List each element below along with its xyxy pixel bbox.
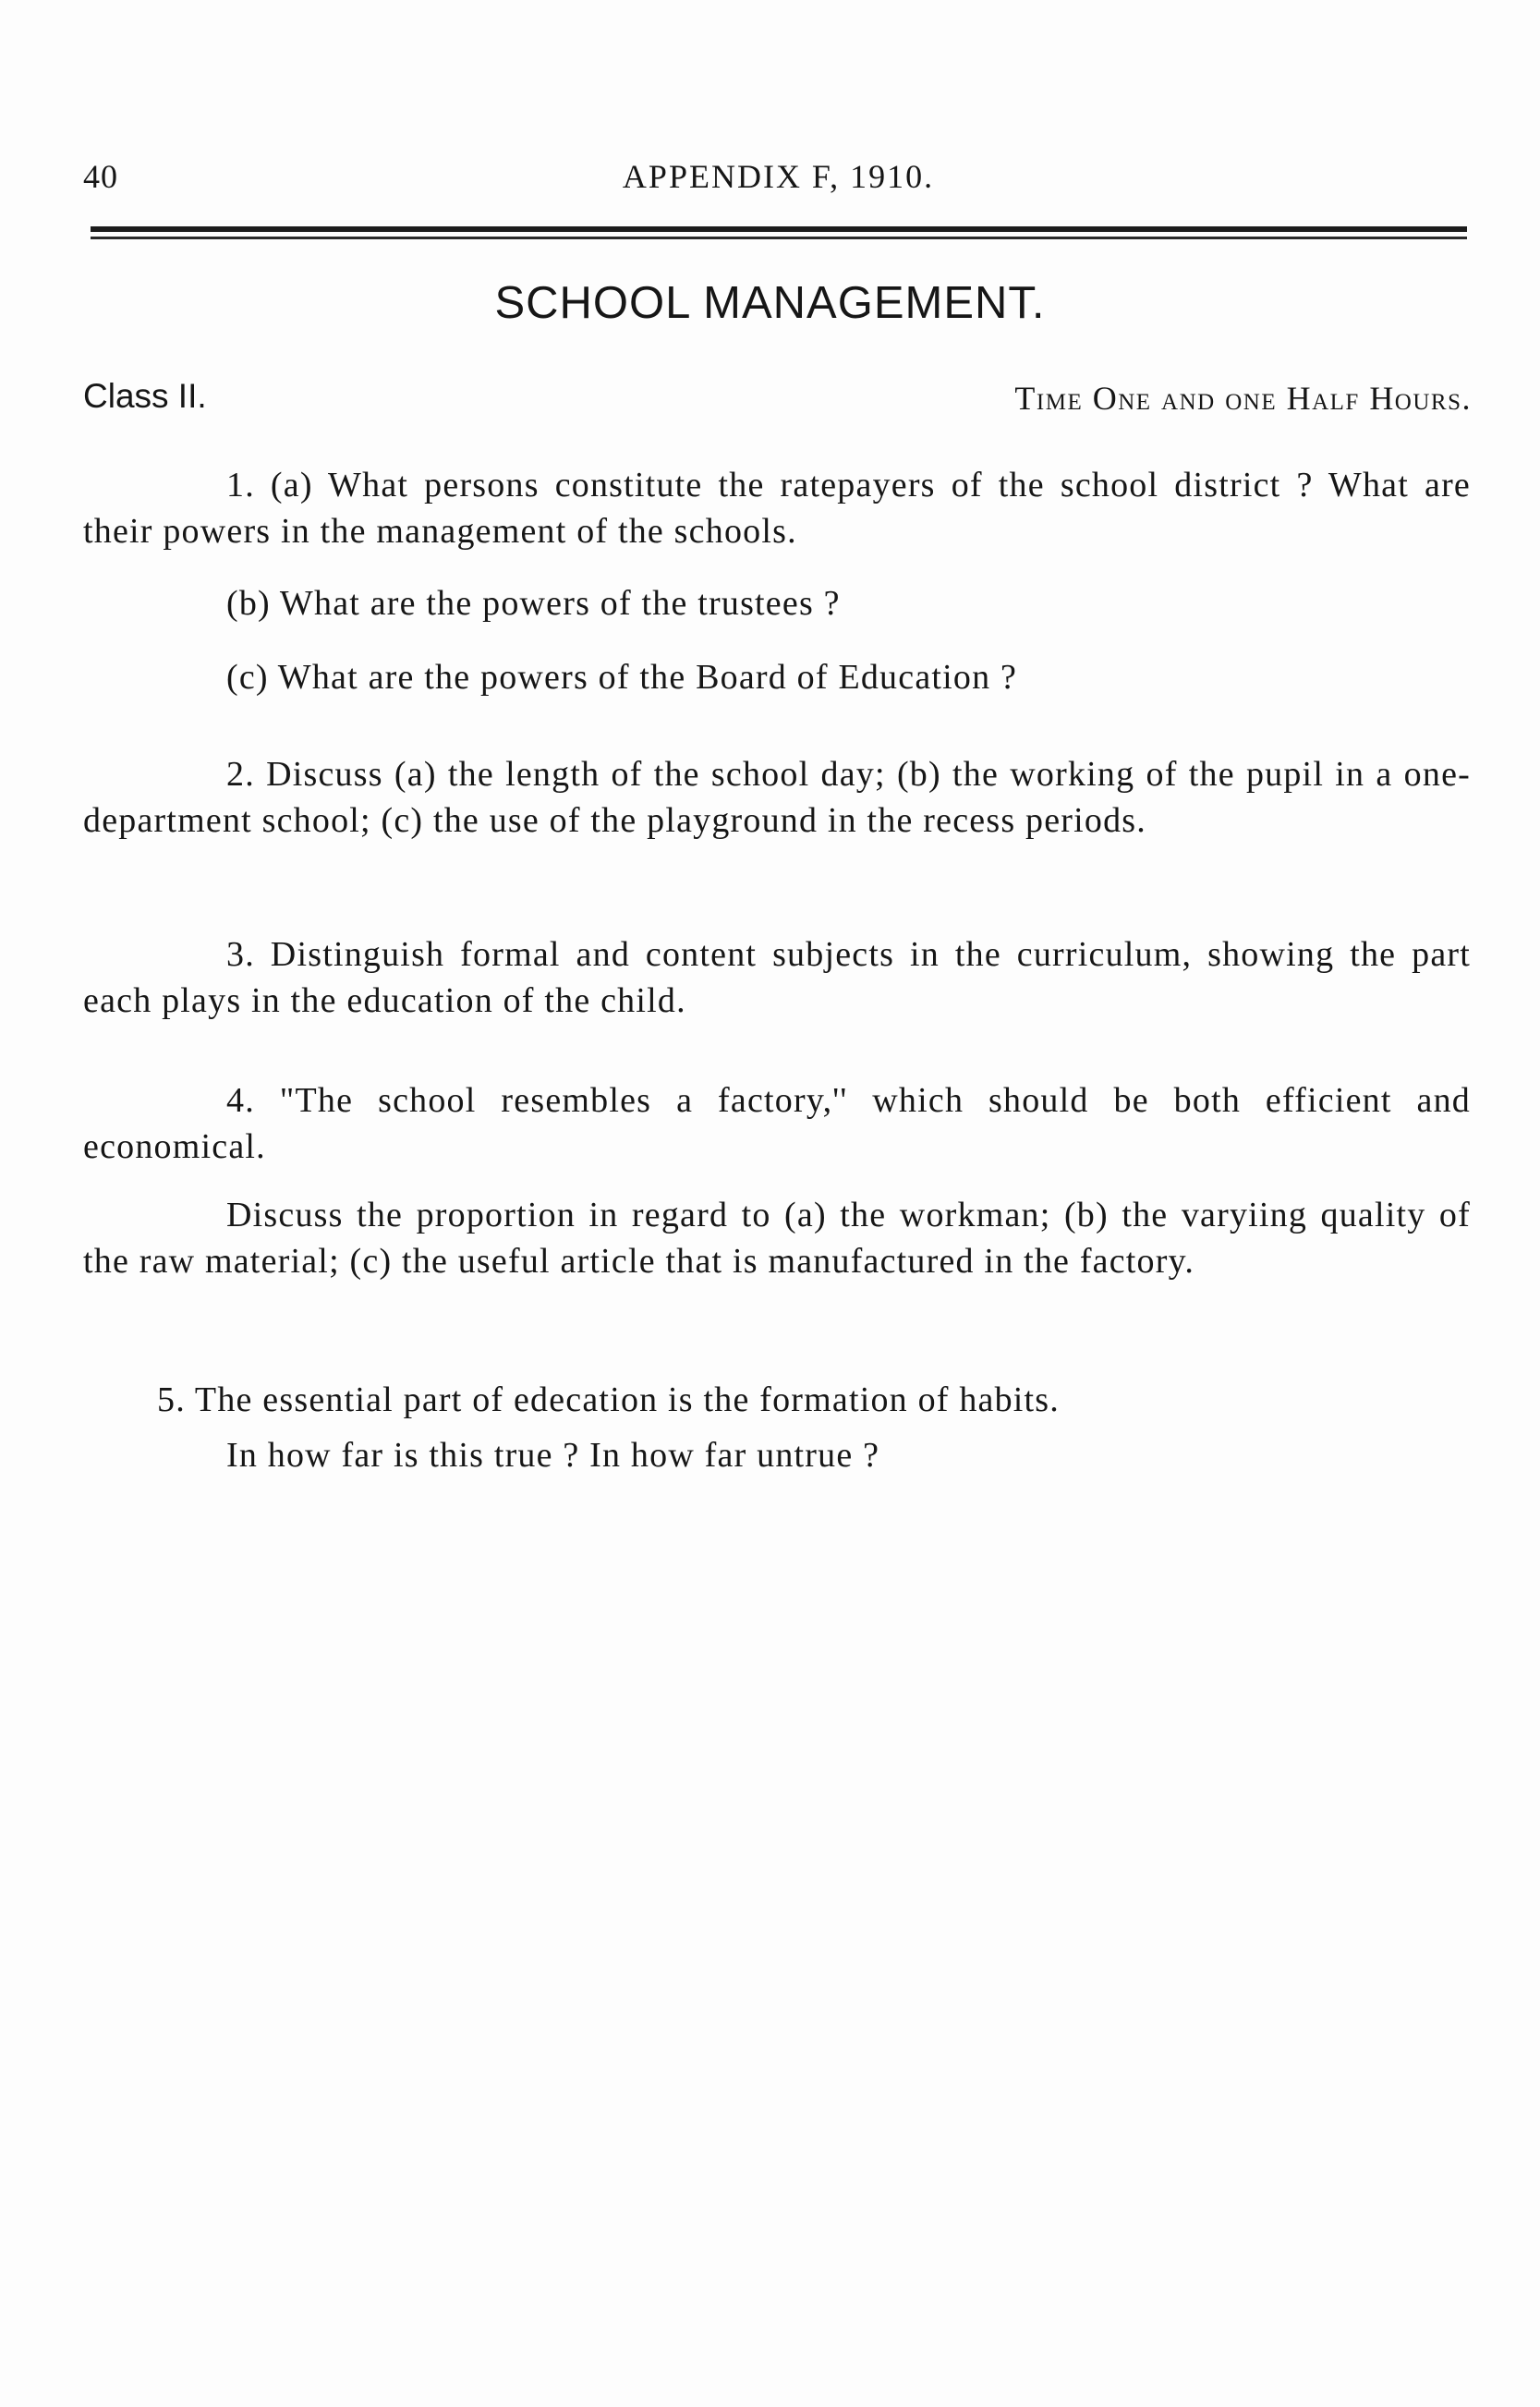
header-rule-thick: [91, 226, 1467, 232]
question-4: 4. "The school resembles a factory,'' which should be both efficient and economical.: [83, 1081, 1471, 1166]
running-title: APPENDIX F, 1910.: [622, 158, 935, 195]
page-header: [83, 157, 1473, 203]
page-number: 40: [83, 158, 118, 195]
header-rule-thin: [91, 237, 1467, 239]
question-3: 3. Distinguish formal and content subjects in the curriculum, showing the part each plays in the education of the child.: [83, 935, 1471, 1020]
question-1b: (b) What are the powers of the trustees ?: [226, 584, 841, 623]
question-5: 5. The essential part of edecation is the formation of habits.: [157, 1380, 1060, 1419]
question-4-discussion: Discuss the proportion in regard to (a) the workman; (b) the varyiing quality of the raw material; (c) the useful article that is manufactured in the factory.: [83, 1196, 1471, 1281]
question-5-followup: In how far is this true ? In how far untrue ?: [226, 1436, 880, 1475]
question-2: 2. Discuss (a) the length of the school day; (b) the working of the pupil in a one-department school; (c) the use of the playground in the recess periods.: [83, 755, 1471, 840]
time-label: Time One and one Half Hours.: [1014, 380, 1472, 417]
question-1a: 1. (a) What persons constitute the ratepayers of the school district ? What are their powers in the management of the schools.: [83, 466, 1471, 551]
question-1c: (c) What are the powers of the Board of Education ?: [226, 658, 1018, 697]
class-label: Class II.: [83, 377, 207, 415]
section-title: SCHOOL MANAGEMENT.: [494, 278, 1046, 328]
